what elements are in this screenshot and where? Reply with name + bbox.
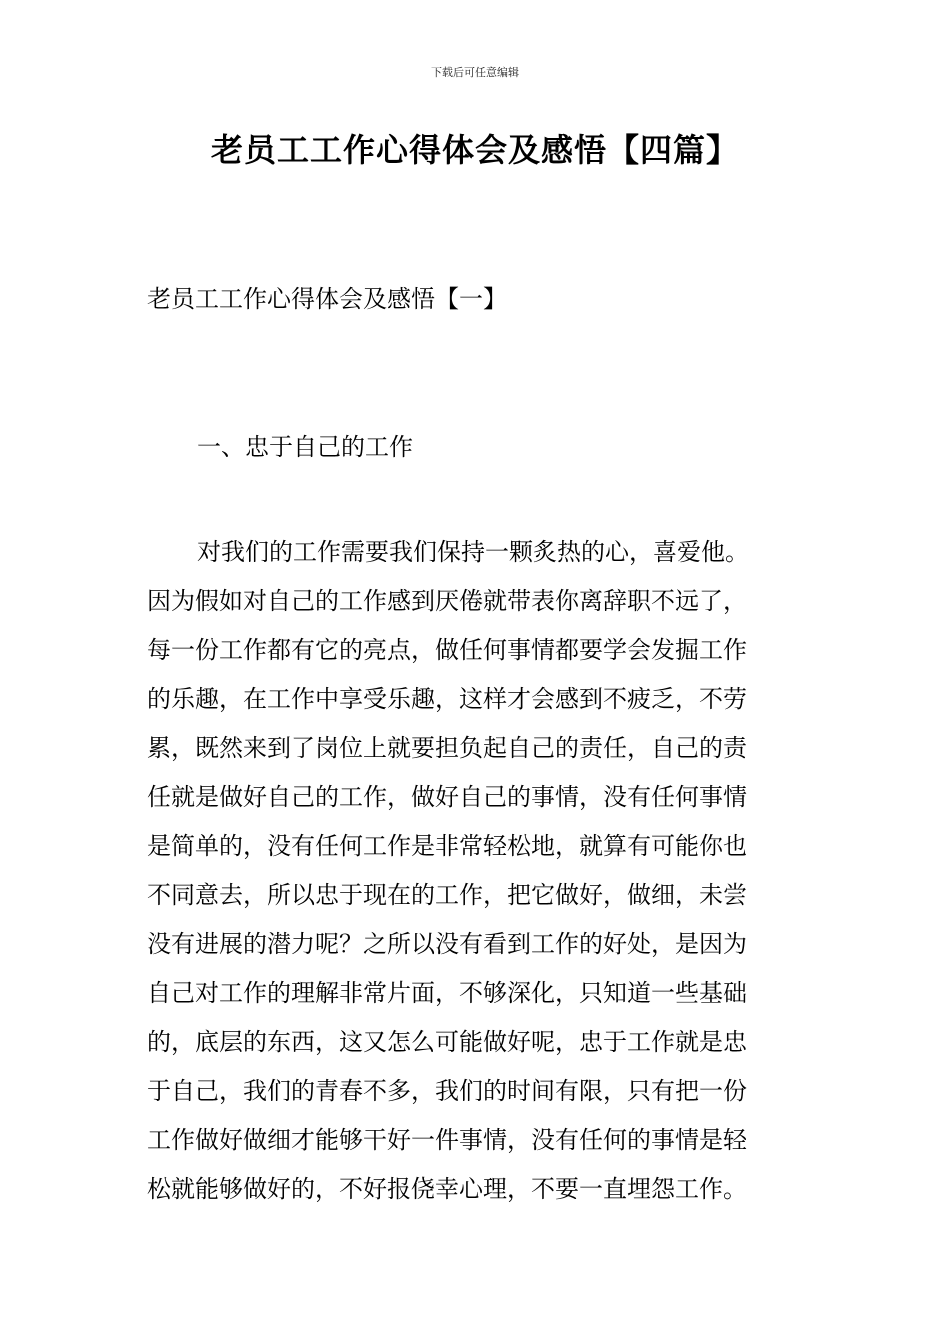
document-title: 老员工工作心得体会及感悟【四篇】 <box>210 131 739 169</box>
paragraph-line: 对我们的工作需要我们保持一颗炙热的心，喜爱他。 <box>197 538 749 566</box>
paragraph-line: 的乐趣，在工作中享受乐趣，这样才会感到不疲乏，不劳 <box>147 685 747 713</box>
paragraph-line: 没有进展的潜力呢？之所以没有看到工作的好处，是因为 <box>147 930 747 958</box>
subsection-heading: 一、忠于自己的工作 <box>197 433 413 461</box>
paragraph-line: 每一份工作都有它的亮点，做任何事情都要学会发掘工作 <box>147 636 747 664</box>
paragraph-line: 是简单的，没有任何工作是非常轻松地，就算有可能你也 <box>147 832 747 860</box>
paragraph-line: 自己对工作的理解非常片面，不够深化，只知道一些基础 <box>147 979 747 1007</box>
paragraph-line: 累，既然来到了岗位上就要担负起自己的责任，自己的责 <box>147 734 747 762</box>
paragraph-line: 不同意去，所以忠于现在的工作，把它做好，做细，未尝 <box>147 881 747 909</box>
paragraph-line: 于自己，我们的青春不多，我们的时间有限，只有把一份 <box>147 1077 747 1105</box>
body-paragraph <box>147 528 809 1214</box>
paragraph-line: 工作做好做细才能够干好一件事情，没有任何的事情是轻 <box>147 1126 747 1154</box>
header-note: 下载后可任意编辑 <box>431 66 519 79</box>
paragraph-line: 的，底层的东西，这又怎么可能做好呢，忠于工作就是忠 <box>147 1028 747 1056</box>
paragraph-line: 松就能够做好的，不好报侥幸心理，不要一直埋怨工作。 <box>147 1175 747 1203</box>
paragraph-line: 任就是做好自己的工作，做好自己的事情，没有任何事情 <box>147 783 747 811</box>
paragraph-line: 因为假如对自己的工作感到厌倦就带表你离辞职不远了， <box>147 587 747 615</box>
section-title: 老员工工作心得体会及感悟【一】 <box>147 285 507 313</box>
